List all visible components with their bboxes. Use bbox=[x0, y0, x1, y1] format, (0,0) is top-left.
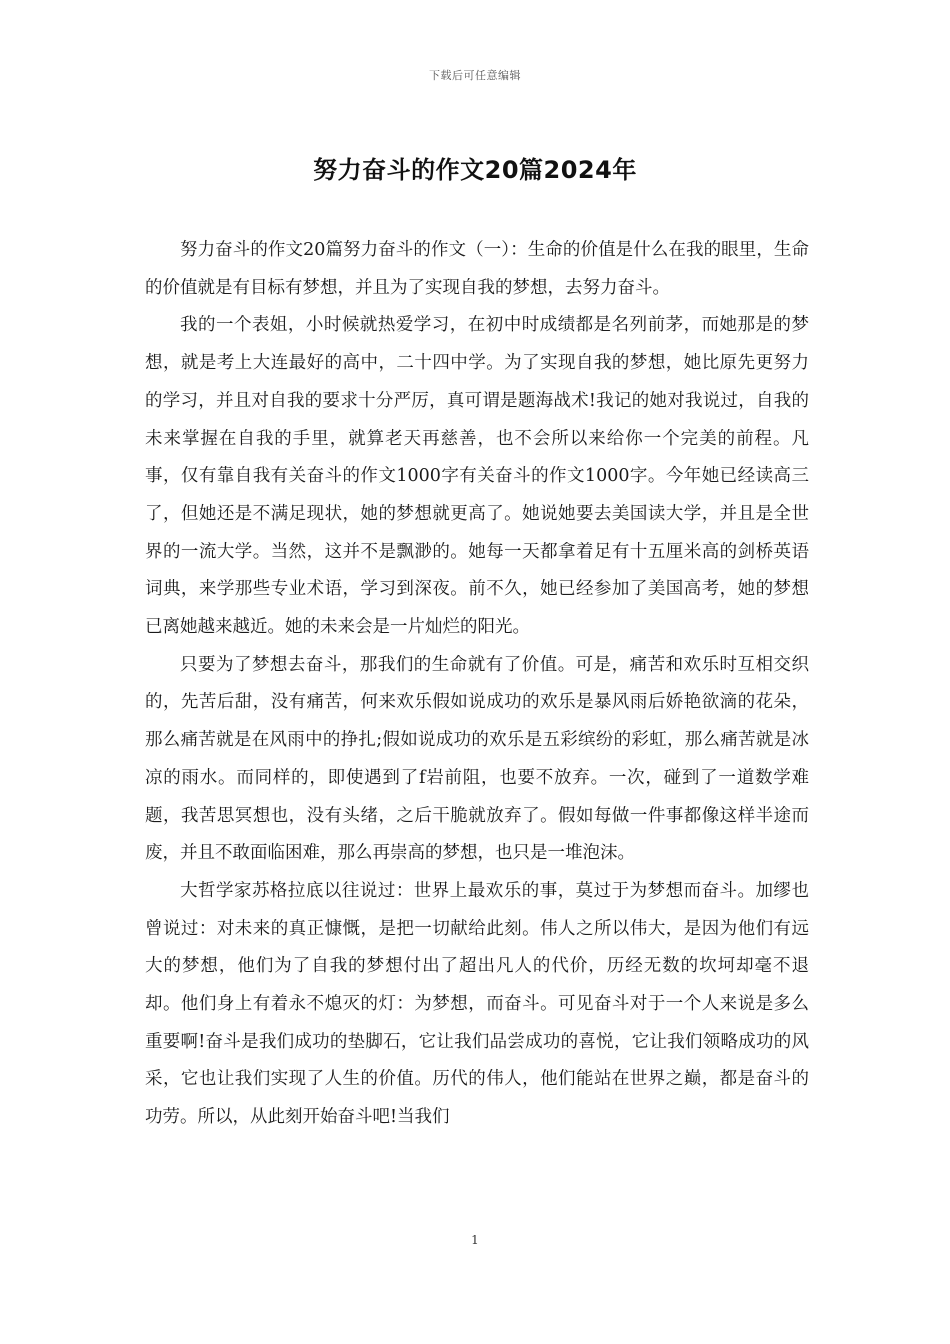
paragraph-4: 大哲学家苏格拉底以往说过：世界上最欢乐的事，莫过于为梦想而奋斗。加缪也曾说过：对未来的真正慷慨，是把一切献给此刻。伟人之所以伟大，是因为他们有远大的梦想，他们为了自我的梦想付出了超出凡人的代价，历经无数的坎坷却毫不退却。他们身上有着永不熄灭的灯：为梦想，而奋斗。可见奋斗对于一个人来说是多么重要啊!奋斗是我们成功的垫脚石，它让我们品尝成功的喜悦，它让我们领略成功的风采，它也让我们实现了人生的价值。历代的伟人，他们能站在世界之巅，都是奋斗的功劳。所以，从此刻开始奋斗吧!当我们 bbox=[145, 880, 809, 1128]
page-number: 1 bbox=[471, 1233, 479, 1247]
document-title: 努力奋斗的作文20篇2024年 bbox=[313, 156, 637, 184]
paragraph-2: 我的一个表姐，小时候就热爱学习，在初中时成绩都是名列前茅，而她那是的梦想，就是考上大连最好的高中，二十四中学。为了实现自我的梦想，她比原先更努力的学习，并且对自我的要求十分严厉，真可谓是题海战术!我记的她对我说过，自我的未来掌握在自我的手里，就算老天再慈善，也不会所以来给你一个完美的前程。凡事，仅有靠自我有关奋斗的作文1000字有关奋斗的作文1000字。今年她已经读高三了，但她还是不满足现状，她的梦想就更高了。她说她要去美国读大学，并且是全世界的一流大学。当然，这并不是飘渺的。她每一天都拿着足有十五厘米高的剑桥英语词典，来学那些专业术语，学习到深夜。前不久，她已经参加了美国高考，她的梦想已离她越来越近。她的未来会是一片灿烂的阳光。 bbox=[145, 315, 809, 638]
paragraph-3: 只要为了梦想去奋斗，那我们的生命就有了价值。可是，痛苦和欢乐时互相交织的，先苦后甜，没有痛苦，何来欢乐假如说成功的欢乐是暴风雨后娇艳欲滴的花朵，那么痛苦就是在风雨中的挣扎;假如说成功的欢乐是五彩缤纷的彩虹，那么痛苦就是冰凉的雨水。而同样的，即使遇到了f岩前阻，也要不放弃。一次，碰到了一道数学难题，我苦思冥想也，没有头绪，之后干脆就放弃了。假如每做一件事都像这样半途而废，并且不敢面临困难，那么再崇高的梦想，也只是一堆泡沫。 bbox=[145, 654, 809, 864]
page-header: 下载后可任意编辑 bbox=[429, 69, 521, 82]
paragraph-1: 努力奋斗的作文20篇努力奋斗的作文（一）：生命的价值是什么在我的眼里，生命的价值就是有目标有梦想，并且为了实现自我的梦想，去努力奋斗。 bbox=[145, 240, 809, 298]
document-body bbox=[145, 232, 809, 1137]
